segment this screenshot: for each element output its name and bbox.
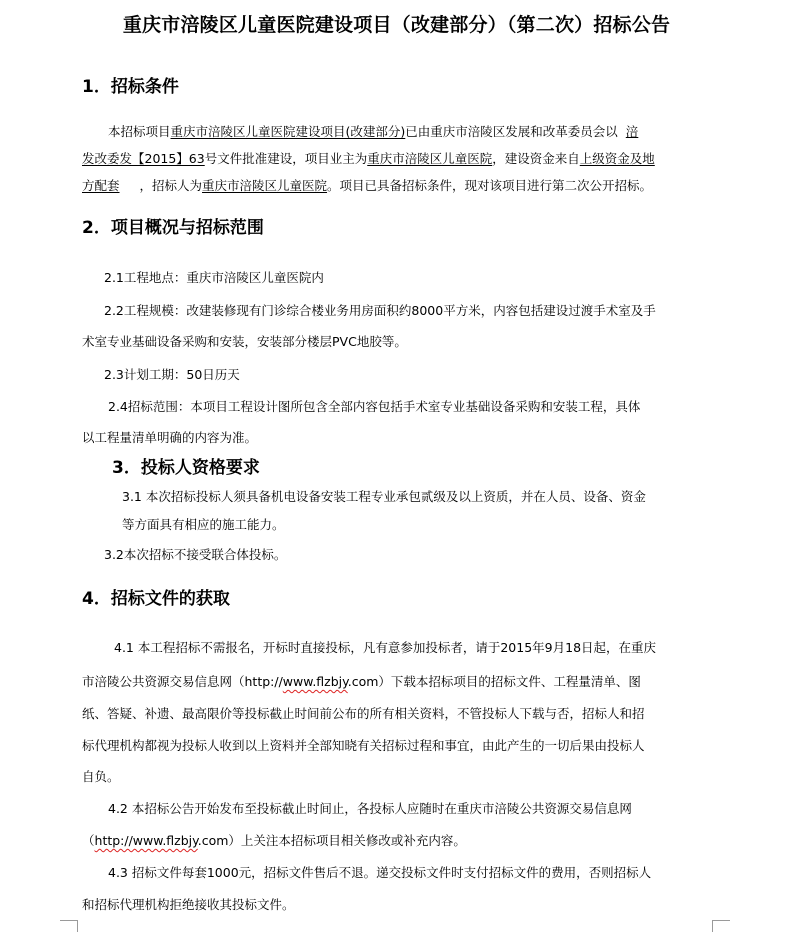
fund-source: 上级资金及地 bbox=[579, 151, 655, 166]
text-run: .com）上关注本招标项目相关修改或补充内容。 bbox=[197, 833, 466, 848]
fund-source-cont: 方配套 bbox=[82, 178, 120, 193]
section-3-item-1-cont: 等方面具有相应的施工能力。 bbox=[122, 517, 285, 532]
text-run: （ bbox=[82, 833, 95, 848]
section-4-p1-line-1: 4.1 本工程招标不需报名，开标时直接投标，凡有意参加投标者，请于2015年9月18日起，在重庆 bbox=[114, 640, 657, 655]
section-2-item-1: 2.1工程地点：重庆市涪陵区儿童医院内 bbox=[104, 270, 324, 285]
section-4-p3-line-2: 和招标代理机构拒绝接收其投标文件。 bbox=[82, 897, 295, 912]
text-run: ，建设资金来自 bbox=[492, 151, 580, 166]
section-4-p3-line-1: 4.3 招标文件每套1000元，招标文件售后不退。递交投标文件时支付招标文件的费用，否则招标人 bbox=[108, 865, 652, 880]
section-2-item-2-cont: 术室专业基础设备采购和安装，安装部分楼层PVC地胶等。 bbox=[82, 334, 407, 349]
section-3-item-1: 3.1 本次招标投标人须具备机电设备安装工程专业承包贰级及以上资质，并在人员、设备、资金 bbox=[122, 489, 646, 504]
text-run: 本招标项目 bbox=[108, 124, 171, 139]
section-1-heading: 1．招标条件 bbox=[82, 77, 179, 97]
document-title: 重庆市涪陵区儿童医院建设项目（改建部分）（第二次）招标公告 bbox=[122, 14, 671, 36]
section-4-p1-line-4: 标代理机构都视为投标人收到以上资料并全部知晓有关招标过程和事宜，由此产生的一切后果由投标人 bbox=[82, 738, 645, 753]
page-corner-mark-right bbox=[712, 920, 730, 931]
website-url-host: www.flzbjy bbox=[282, 674, 348, 689]
section-3-heading: 3．投标人资格要求 bbox=[112, 458, 260, 478]
project-owner: 重庆市涪陵区儿童医院 bbox=[367, 151, 493, 166]
project-name: 重庆市涪陵区儿童医院建设项目(改建部分) bbox=[170, 124, 406, 139]
section-1-line-1 bbox=[108, 121, 638, 143]
section-2-item-3: 2.3计划工期：50日历天 bbox=[104, 367, 240, 382]
text-run: 。项目已具备招标条件，现对该项目进行第二次公开招标。 bbox=[327, 178, 653, 193]
text-run: 号文件批准建设，项目业主为 bbox=[204, 151, 368, 166]
text-run: 市涪陵公共资源交易信息网（http:// bbox=[82, 674, 283, 689]
approval-doc-number: 发改委发【2015】63 bbox=[82, 151, 205, 166]
section-1-line-3 bbox=[82, 175, 652, 197]
section-4-p1-line-2 bbox=[82, 671, 641, 693]
text-run: .com）下载本招标项目的招标文件、工程量清单、图 bbox=[347, 674, 641, 689]
section-2-item-4: 2.4招标范围：本项目工程设计图所包含全部内容包括手术室专业基础设备采购和安装工程，具体 bbox=[108, 399, 641, 414]
section-4-p2-line-2 bbox=[82, 830, 466, 852]
section-4-heading: 4．招标文件的获取 bbox=[82, 589, 230, 609]
section-4-p1-line-5: 自负。 bbox=[82, 769, 120, 784]
text-run: ，招标人为 bbox=[139, 178, 203, 193]
page-corner-mark-left bbox=[60, 920, 78, 931]
section-2-heading: 2．项目概况与招标范围 bbox=[82, 218, 264, 238]
text-run: 已由重庆市涪陵区发展和改革委员会以 bbox=[405, 124, 618, 139]
section-2-item-4-cont: 以工程量清单明确的内容为准。 bbox=[82, 430, 258, 445]
section-4-p2-line-1: 4.2 本招标公告开始发布至投标截止时间止，各投标人应随时在重庆市涪陵公共资源交易信息网 bbox=[108, 801, 632, 816]
section-4-p1-line-3: 纸、答疑、补遗、最高限价等投标截止时间前公布的所有相关资料，不管投标人下载与否，招标人和招 bbox=[82, 706, 645, 721]
section-2-item-2: 2.2工程规模：改建装修现有门诊综合楼业务用房面积约8000平方米，内容包括建设过渡手术室及手 bbox=[104, 303, 656, 318]
section-3-item-2: 3.2本次招标不接受联合体投标。 bbox=[104, 547, 287, 562]
section-1-line-2 bbox=[82, 148, 655, 170]
website-url: http://www.flzbjy bbox=[94, 833, 198, 848]
tenderer-name: 重庆市涪陵区儿童医院 bbox=[202, 178, 328, 193]
text-run: 涪 bbox=[625, 124, 639, 139]
